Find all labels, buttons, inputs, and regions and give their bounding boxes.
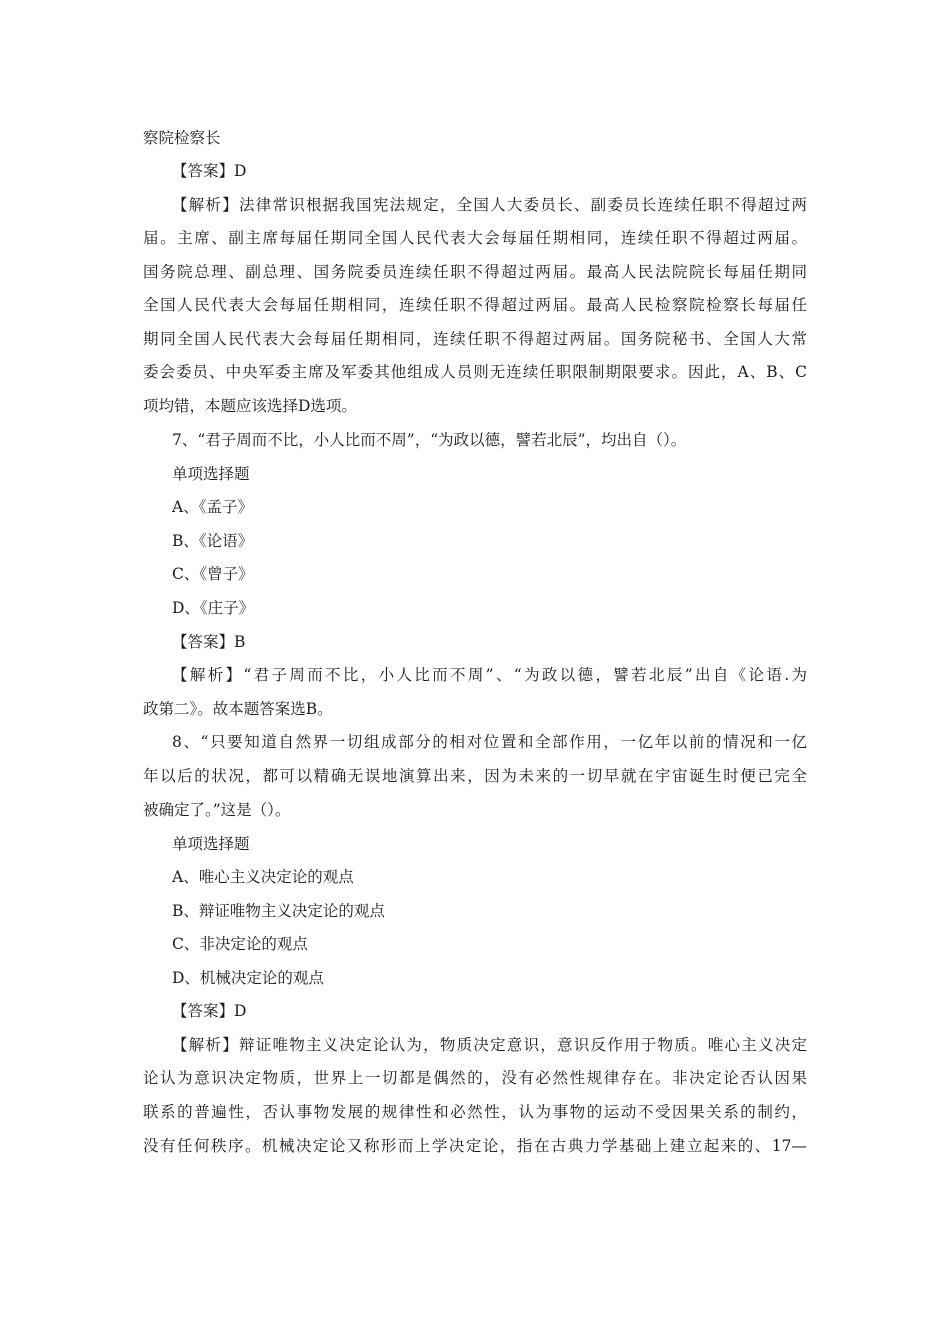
option-b: B、《论语》 [172, 532, 254, 550]
option-c: C、《曾子》 [172, 565, 254, 583]
text-line: 委会委员、中央军委主席及军委其他组成人员则无连续任职限制期限要求。因此，A、B、C [143, 363, 807, 381]
text-line: 察院检察长 [143, 129, 221, 147]
answer-line: 【答案】D [172, 162, 247, 180]
option-b: B、辩证唯物主义决定论的观点 [172, 902, 385, 920]
question-8: 8、“只要知道自然界一切组成部分的相对位置和全部作用，一亿年以前的情况和一亿 [172, 733, 807, 751]
text-line: 没有任何秩序。机械决定论又称形而上学决定论，指在古典力学基础上建立起来的、17— [143, 1137, 807, 1155]
option-c: C、非决定论的观点 [172, 935, 308, 953]
text-line: 论认为意识决定物质，世界上一切都是偶然的，没有必然性规律存在。非决定论否认因果 [143, 1069, 807, 1087]
option-a: A、唯心主义决定论的观点 [172, 868, 354, 886]
text-line: 年以后的状况，都可以精确无误地演算出来，因为未来的一切早就在宇宙诞生时便已完全 [143, 767, 807, 785]
answer-line: 【答案】D [172, 1002, 247, 1020]
text-line: 国务院总理、副总理、国务院委员连续任职不得超过两届。最高人民法院院长每届任期同 [143, 263, 807, 281]
explanation-line: 【解析】辩证唯物主义决定论认为，物质决定意识，意识反作用于物质。唯心主义决定 [172, 1036, 807, 1054]
option-d: D、《庄子》 [172, 599, 255, 617]
explanation-line: 【解析】法律常识根据我国宪法规定，全国人大委员长、副委员长连续任职不得超过两 [172, 196, 807, 214]
text-line: 被确定了。”这是（）。 [143, 801, 291, 819]
question-type-label: 单项选择题 [172, 835, 250, 853]
option-a: A、《孟子》 [172, 498, 253, 516]
text-line: 期同全国人民代表大会每届任期相同，连续任职不得超过两届。国务院秘书、全国人大常 [143, 330, 807, 348]
answer-line: 【答案】B [172, 633, 246, 651]
explanation-line: 【解析】“君子周而不比，小人比而不周”、“为政以德，譬若北辰”出自《论语.为 [172, 666, 807, 684]
text-line: 全国人民代表大会每届任期相同，连续任职不得超过两届。最高人民检察院检察长每届任 [143, 296, 807, 314]
question-7: 7、“君子周而不比，小人比而不周”，“为政以德，譬若北辰”，均出自（）。 [172, 431, 687, 449]
text-line: 项均错，本题应该选择D选项。 [143, 397, 357, 415]
option-d: D、机械决定论的观点 [172, 969, 324, 987]
question-type-label: 单项选择题 [172, 465, 250, 483]
text-line: 政第二》。故本题答案选B。 [143, 700, 333, 718]
text-line: 届。主席、副主席每届任期同全国人民代表大会每届任期相同，连续任职不得超过两届。 [143, 229, 807, 247]
text-line: 联系的普遍性，否认事物发展的规律性和必然性，认为事物的运动不受因果关系的制约， [143, 1103, 807, 1121]
